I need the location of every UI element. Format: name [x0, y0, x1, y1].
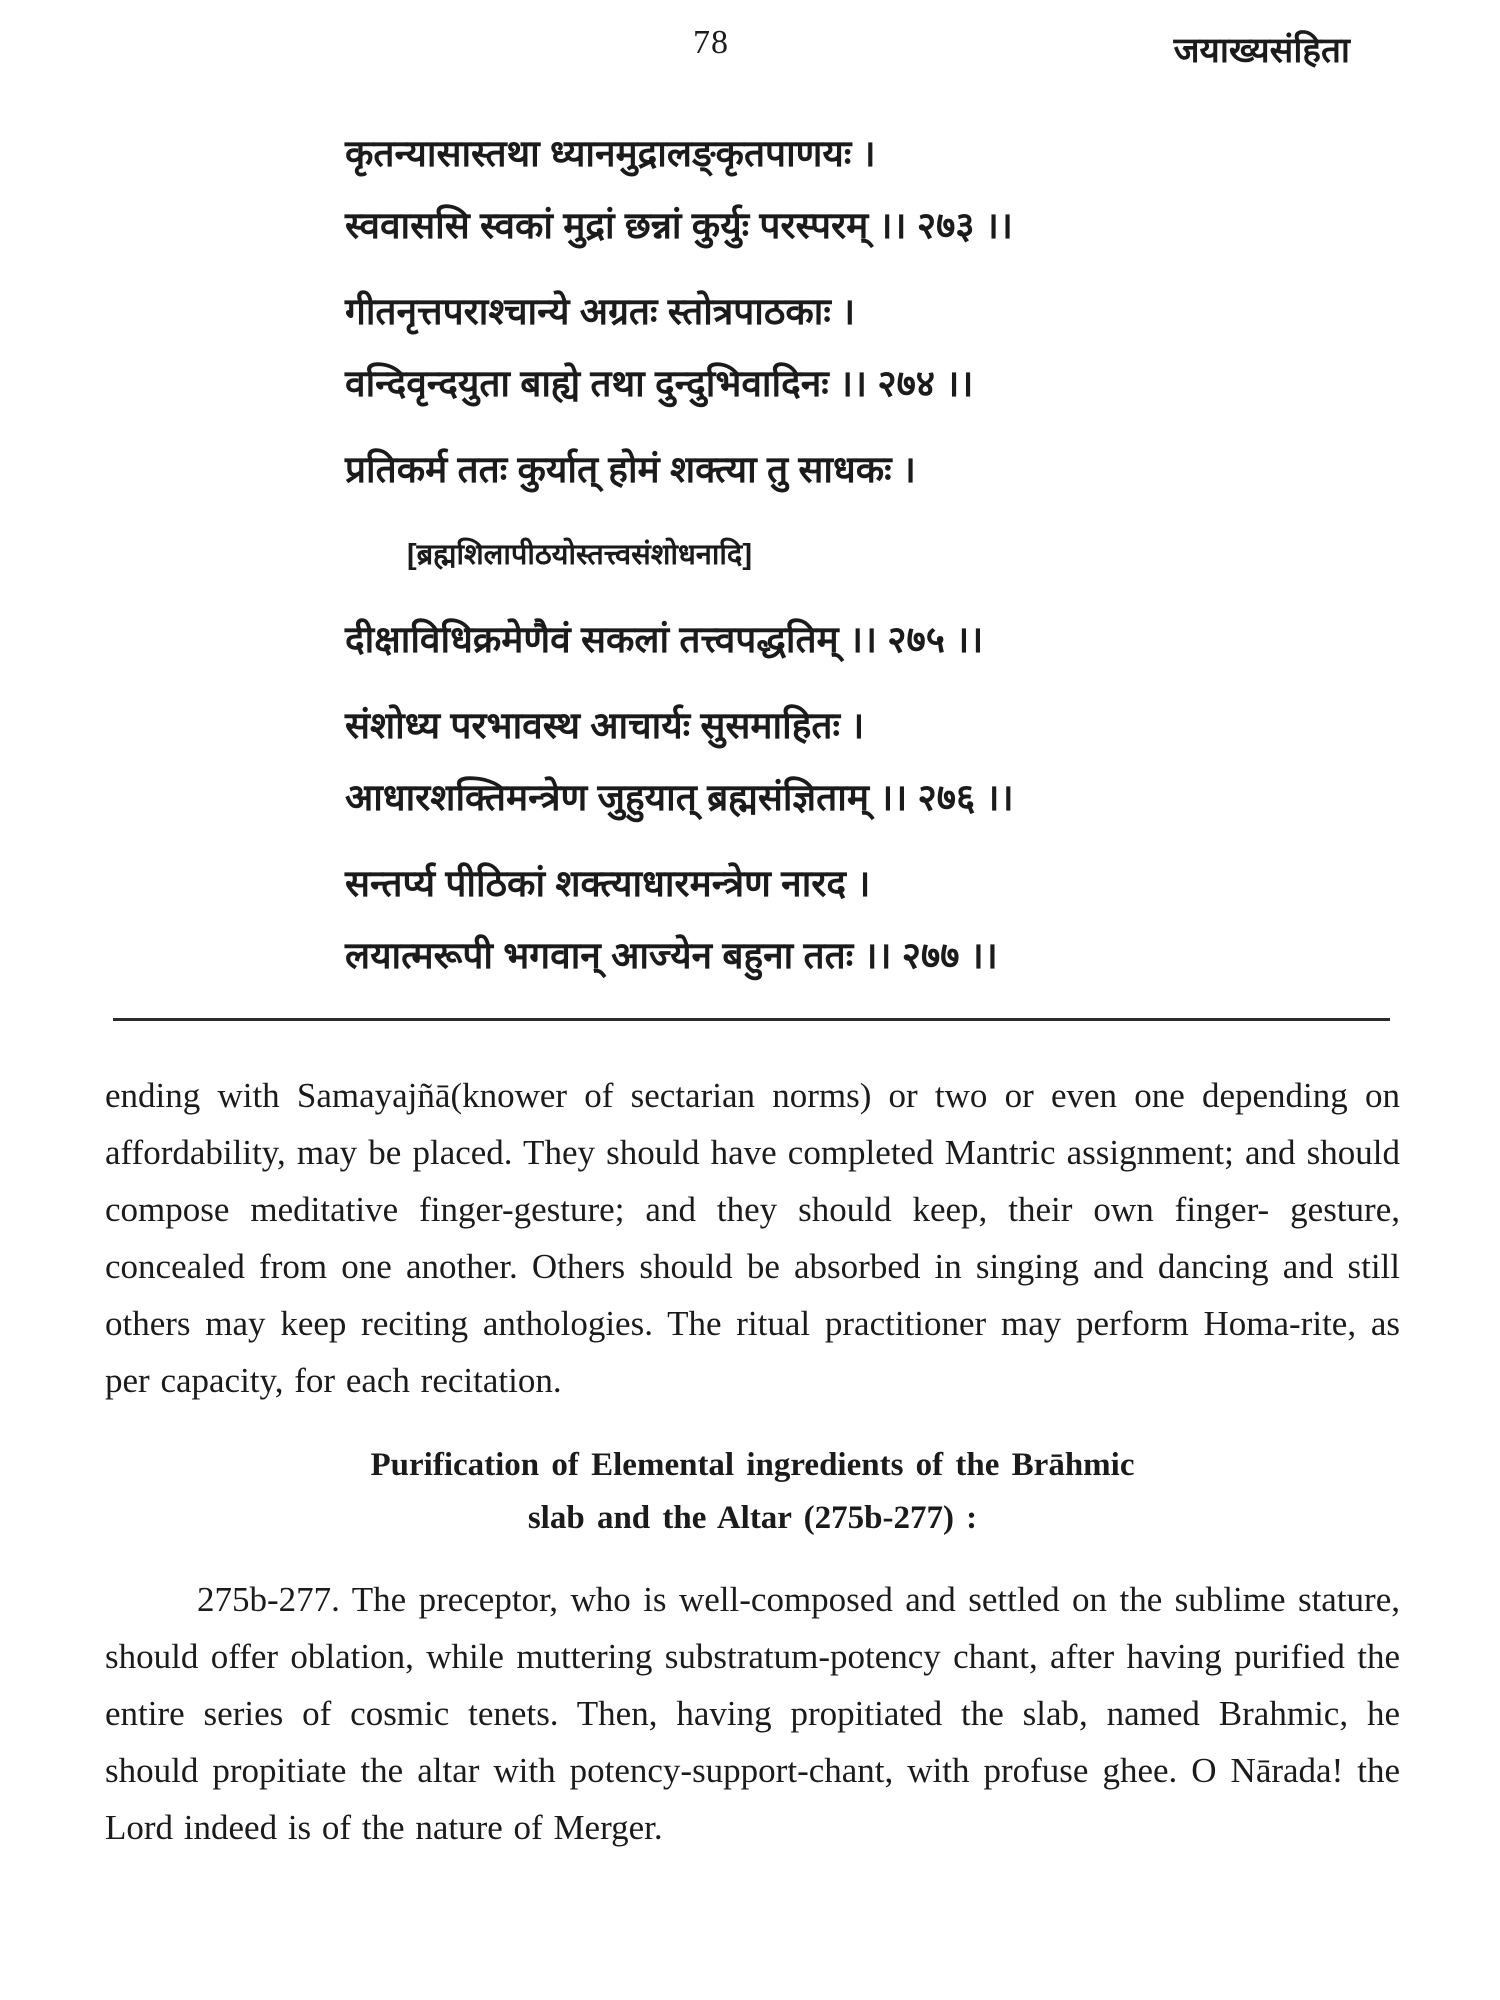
verse-273b: स्ववाससि स्वकां मुद्रां छन्नां कुर्युः परस्परम् ।। २७३ ।। [345, 205, 1013, 246]
translation-paragraph-1: ending with Samayajñā(knower of sectarian norms) or two or even one depending on affordability, may be placed. They should have completed Mantric assignment; and should compose meditative finger-gesture; and they should keep, their own finger- gesture, concealed from one another. Others should be absorbed in singing and dancing and still others may keep reciting anthologies. The ritual practitioner may perform Homa-rite, as per capacity, for each recitation. [105, 1076, 1400, 1400]
verse-277b: लयात्मरूपी भगवान् आज्येन बहुना ततः ।। २७७ ।। [345, 935, 998, 976]
verse-273a: कृतन्यासास्तथा ध्यानमुद्रालङ्कृतपाणयः । [345, 133, 876, 174]
verse-276a: संशोध्य परभावस्थ आचार्यः सुसमाहितः । [345, 705, 865, 746]
section-divider [113, 1018, 1390, 1021]
verse-275b: दीक्षाविधिक्रमेणैवं सकलां तत्त्वपद्धतिम् ।। २७५ ।। [345, 619, 984, 660]
section-heading-line-2: slab and the Altar (275b-277) : [527, 1500, 978, 1536]
verse-275a: प्रतिकर्म ततः कुर्यात् होमं शक्त्या तु साधकः । [345, 449, 916, 490]
verse-277a: सन्तर्प्य पीठिकां शक्त्याधारमन्त्रेण नारद । [345, 863, 871, 904]
page-number: 78 [693, 24, 729, 61]
section-heading [105, 1439, 1400, 1545]
verse-274a: गीतनृत्तपराश्चान्ये अग्रतः स्तोत्रपाठकाः । [345, 291, 856, 332]
verse-276b: आधारशक्तिमन्त्रेण जुहुयात् ब्रह्मसंज्ञिताम् ।। २७६ ।। [345, 777, 1014, 818]
page-header [0, 0, 1500, 72]
section-heading-line-1: Purification of Elemental ingredients of the Brāhmic [370, 1447, 1135, 1483]
translation-section [105, 1067, 1400, 1856]
verse-274b: वन्दिवृन्दयुता बाह्ये तथा दुन्दुभिवादिनः ।। २७४ ।। [345, 363, 974, 404]
sanskrit-verse-block [345, 118, 1500, 992]
editorial-note: [ब्रह्मशिलापीठयोस्तत्त्वसंशोधनादि] [407, 539, 752, 571]
translation-paragraph-2: 275b-277. The preceptor, who is well-composed and settled on the sublime stature, should offer oblation, while muttering substratum-potency chant, after having purified the entire series of cosmic tenets. Then, having propitiated the slab, named Brahmic, he should propitiate the altar with potency-support-chant, with profuse ghee. O Nārada! the Lord indeed is of the nature of Merger. [105, 1580, 1400, 1847]
running-title: जयाख्यसंहिता [1173, 31, 1350, 70]
